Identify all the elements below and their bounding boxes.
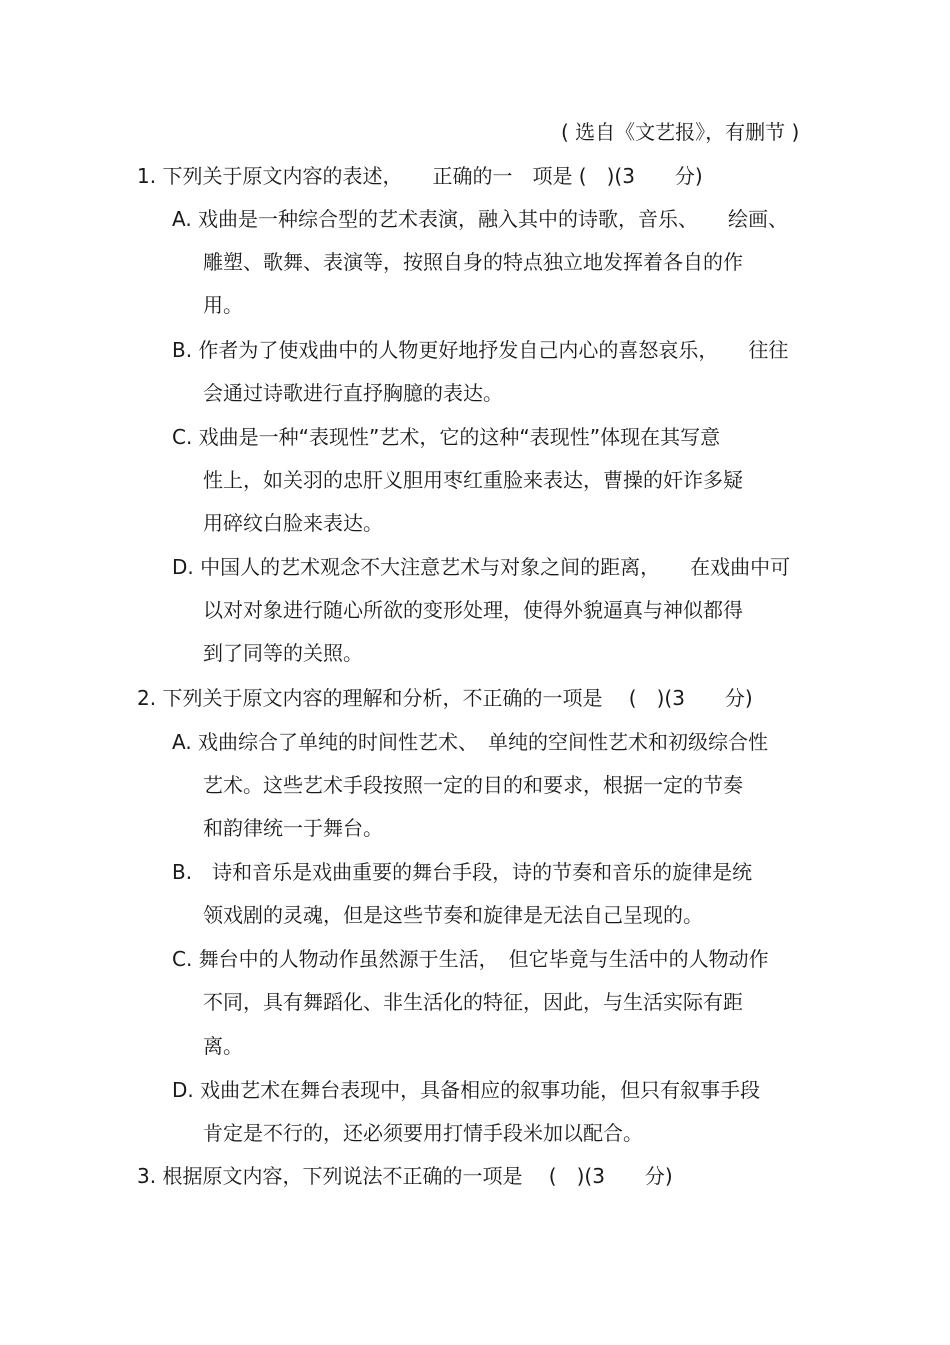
q1-option-a-line-2: 雕塑、歌舞、表演等，按照自身的特点独立地发挥着各自的作 (203, 250, 743, 274)
q2-option-b-line-1: B. 诗和音乐是戏曲重要的舞台手段，诗的节奏和音乐的旋律是统 (172, 860, 753, 884)
q2-option-c-line-1: C. 舞台中的人物动作虽然源于生活， 但它毕竟与生活中的人物动作 (172, 947, 769, 971)
q2-option-a-line-1: A. 戏曲综合了单纯的时间性艺术、 单纯的空间性艺术和初级综合性 (172, 730, 769, 754)
q2-option-d-line-2: 肯定是不行的，还必须要用打情手段米加以配合。 (203, 1121, 643, 1145)
q1-option-b-line-1: B. 作者为了使戏曲中的人物更好地抒发自己内心的喜怒哀乐， 往往 (172, 338, 789, 362)
q2-option-c-line-3: 离。 (203, 1034, 243, 1058)
q1-option-d-line-2: 以对对象进行随心所欲的变形处理，使得外貌逼真与神似都得 (203, 598, 743, 622)
question-2-stem: 2. 下列关于原文内容的理解和分析，不正确的一项是 ( )(3 分) (137, 686, 753, 710)
q2-option-d-line-1: D. 戏曲艺术在舞台表现中，具备相应的叙事功能，但只有叙事手段 (172, 1078, 761, 1102)
question-3-stem: 3. 根据原文内容，下列说法不正确的一项是 ( )(3 分) (137, 1164, 673, 1188)
q1-option-c-line-2: 性上，如关羽的忠肝义胆用枣红重脸来表达，曹操的奸诈多疑 (203, 468, 743, 492)
q1-option-d-line-1: D. 中国人的艺术观念不大注意艺术与对象之间的距离， 在戏曲中可 (172, 555, 791, 579)
source-citation: ( 选自《文艺报》，有删节 ) (561, 120, 800, 144)
question-1-stem: 1. 下列关于原文内容的表述， 正确的一 项是 ( )(3 分) (137, 164, 703, 188)
q1-option-d-line-3: 到了同等的关照。 (203, 641, 363, 665)
q1-option-c-line-1: C. 戏曲是一种“表现性”艺术，它的这种“表现性”体现在其写意 (172, 425, 721, 449)
q2-option-a-line-2: 艺术。这些艺术手段按照一定的目的和要求，根据一定的节奏 (203, 773, 743, 797)
q1-option-c-line-3: 用碎纹白脸来表达。 (203, 511, 383, 535)
q1-option-b-line-2: 会通过诗歌进行直抒胸臆的表达。 (203, 381, 503, 405)
q2-option-a-line-3: 和韵律统一于舞台。 (203, 816, 383, 840)
q1-option-a-line-3: 用。 (203, 293, 243, 317)
q2-option-c-line-2: 不同，具有舞蹈化、非生活化的特征，因此，与生活实际有距 (203, 990, 743, 1014)
q2-option-b-line-2: 领戏剧的灵魂，但是这些节奏和旋律是无法自己呈现的。 (203, 903, 703, 927)
q1-option-a-line-1: A. 戏曲是一种综合型的艺术表演，融入其中的诗歌，音乐、 绘画、 (172, 207, 789, 231)
